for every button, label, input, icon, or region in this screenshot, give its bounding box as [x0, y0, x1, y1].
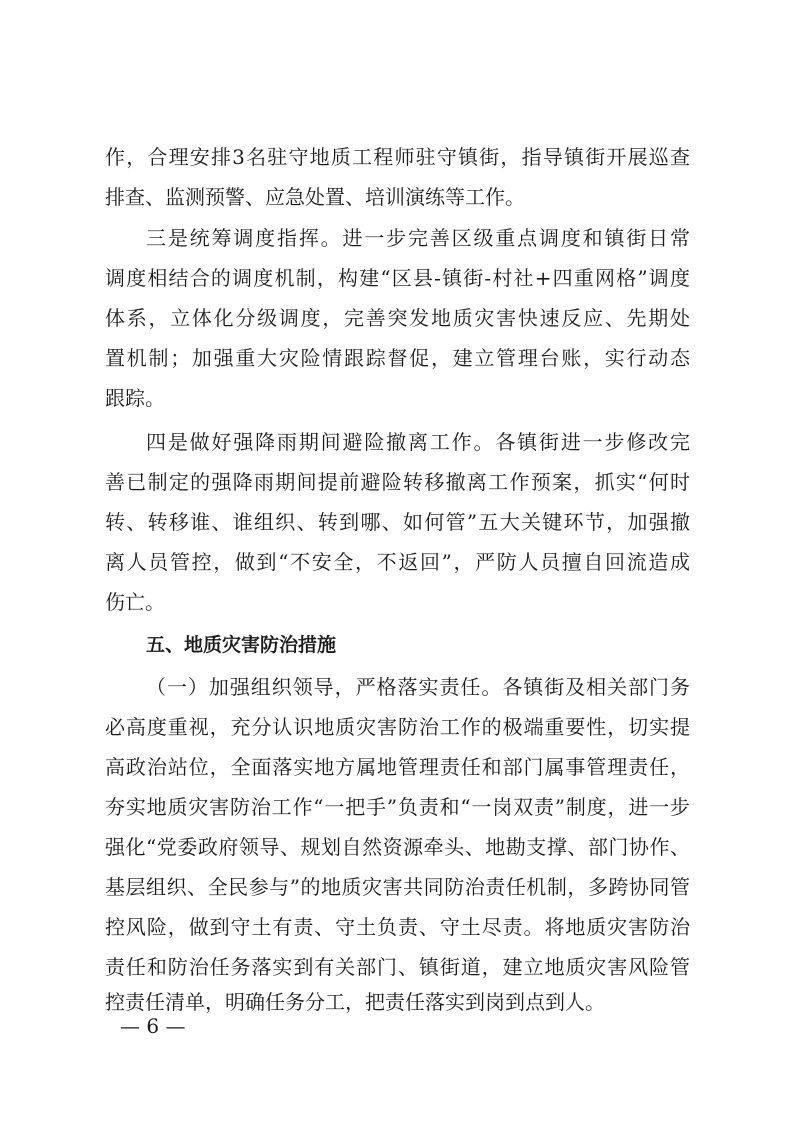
section-heading: 五、地质灾害防治措施	[146, 634, 337, 656]
text-line: 控风险，做到守土有责、守土负责、守土尽责。将地质灾害防治	[105, 915, 690, 939]
text-line: （一）加强组织领导，严格落实责任。各镇街及相关部门务	[146, 675, 690, 699]
text-line: 善已制定的强降雨期间提前避险转移撤离工作预案，抓实“何时	[105, 470, 690, 494]
text-line: 控责任清单，明确任务分工，把责任落实到岗到点到人。	[105, 990, 605, 1014]
text-line: 四是做好强降雨期间避险撤离工作。各镇街进一步修改完	[146, 430, 690, 454]
text-line: 责任和防治任务落实到有关部门、镇街道，建立地质灾害风险管	[105, 955, 690, 979]
text-line: 必高度重视，充分认识地质灾害防治工作的极端重要性，切实提	[105, 715, 690, 739]
text-line: 夯实地质灾害防治工作“一把手”负责和“一岗双责”制度，进一步	[105, 795, 690, 819]
page-number: — 6 —	[120, 1014, 186, 1038]
text-line: 高政治站位，全面落实地方属地管理责任和部门属事管理责任，	[105, 755, 690, 779]
text-line: 体系，立体化分级调度，完善突发地质灾害快速反应、先期处	[105, 306, 690, 330]
text-line: 伤亡。	[105, 590, 165, 614]
text-line: 基层组织、全民参与”的地质灾害共同防治责任机制，多跨协同管	[105, 875, 690, 899]
text-line: 排查、监测预警、应急处置、培训演练等工作。	[105, 185, 525, 209]
text-line: 转、转移谁、谁组织、转到哪、如何管”五大关键环节，加强撤	[105, 510, 690, 534]
text-line: 跟踪。	[105, 386, 165, 410]
text-line: 强化“党委政府领导、规划自然资源牵头、地勘支撑、部门协作、	[105, 835, 690, 859]
text-line: 置机制；加强重大灾险情跟踪督促，建立管理台账，实行动态	[105, 346, 690, 370]
text-line: 作，合理安排3名驻守地质工程师驻守镇街，指导镇街开展巡查	[105, 145, 690, 169]
text-line: 离人员管控，做到“不安全，不返回”，严防人员擅自回流造成	[105, 550, 690, 574]
text-line: 调度相结合的调度机制，构建“区县-镇街-村社+四重网格”调度	[105, 266, 690, 290]
text-line: 三是统筹调度指挥。进一步完善区级重点调度和镇街日常	[146, 226, 690, 250]
